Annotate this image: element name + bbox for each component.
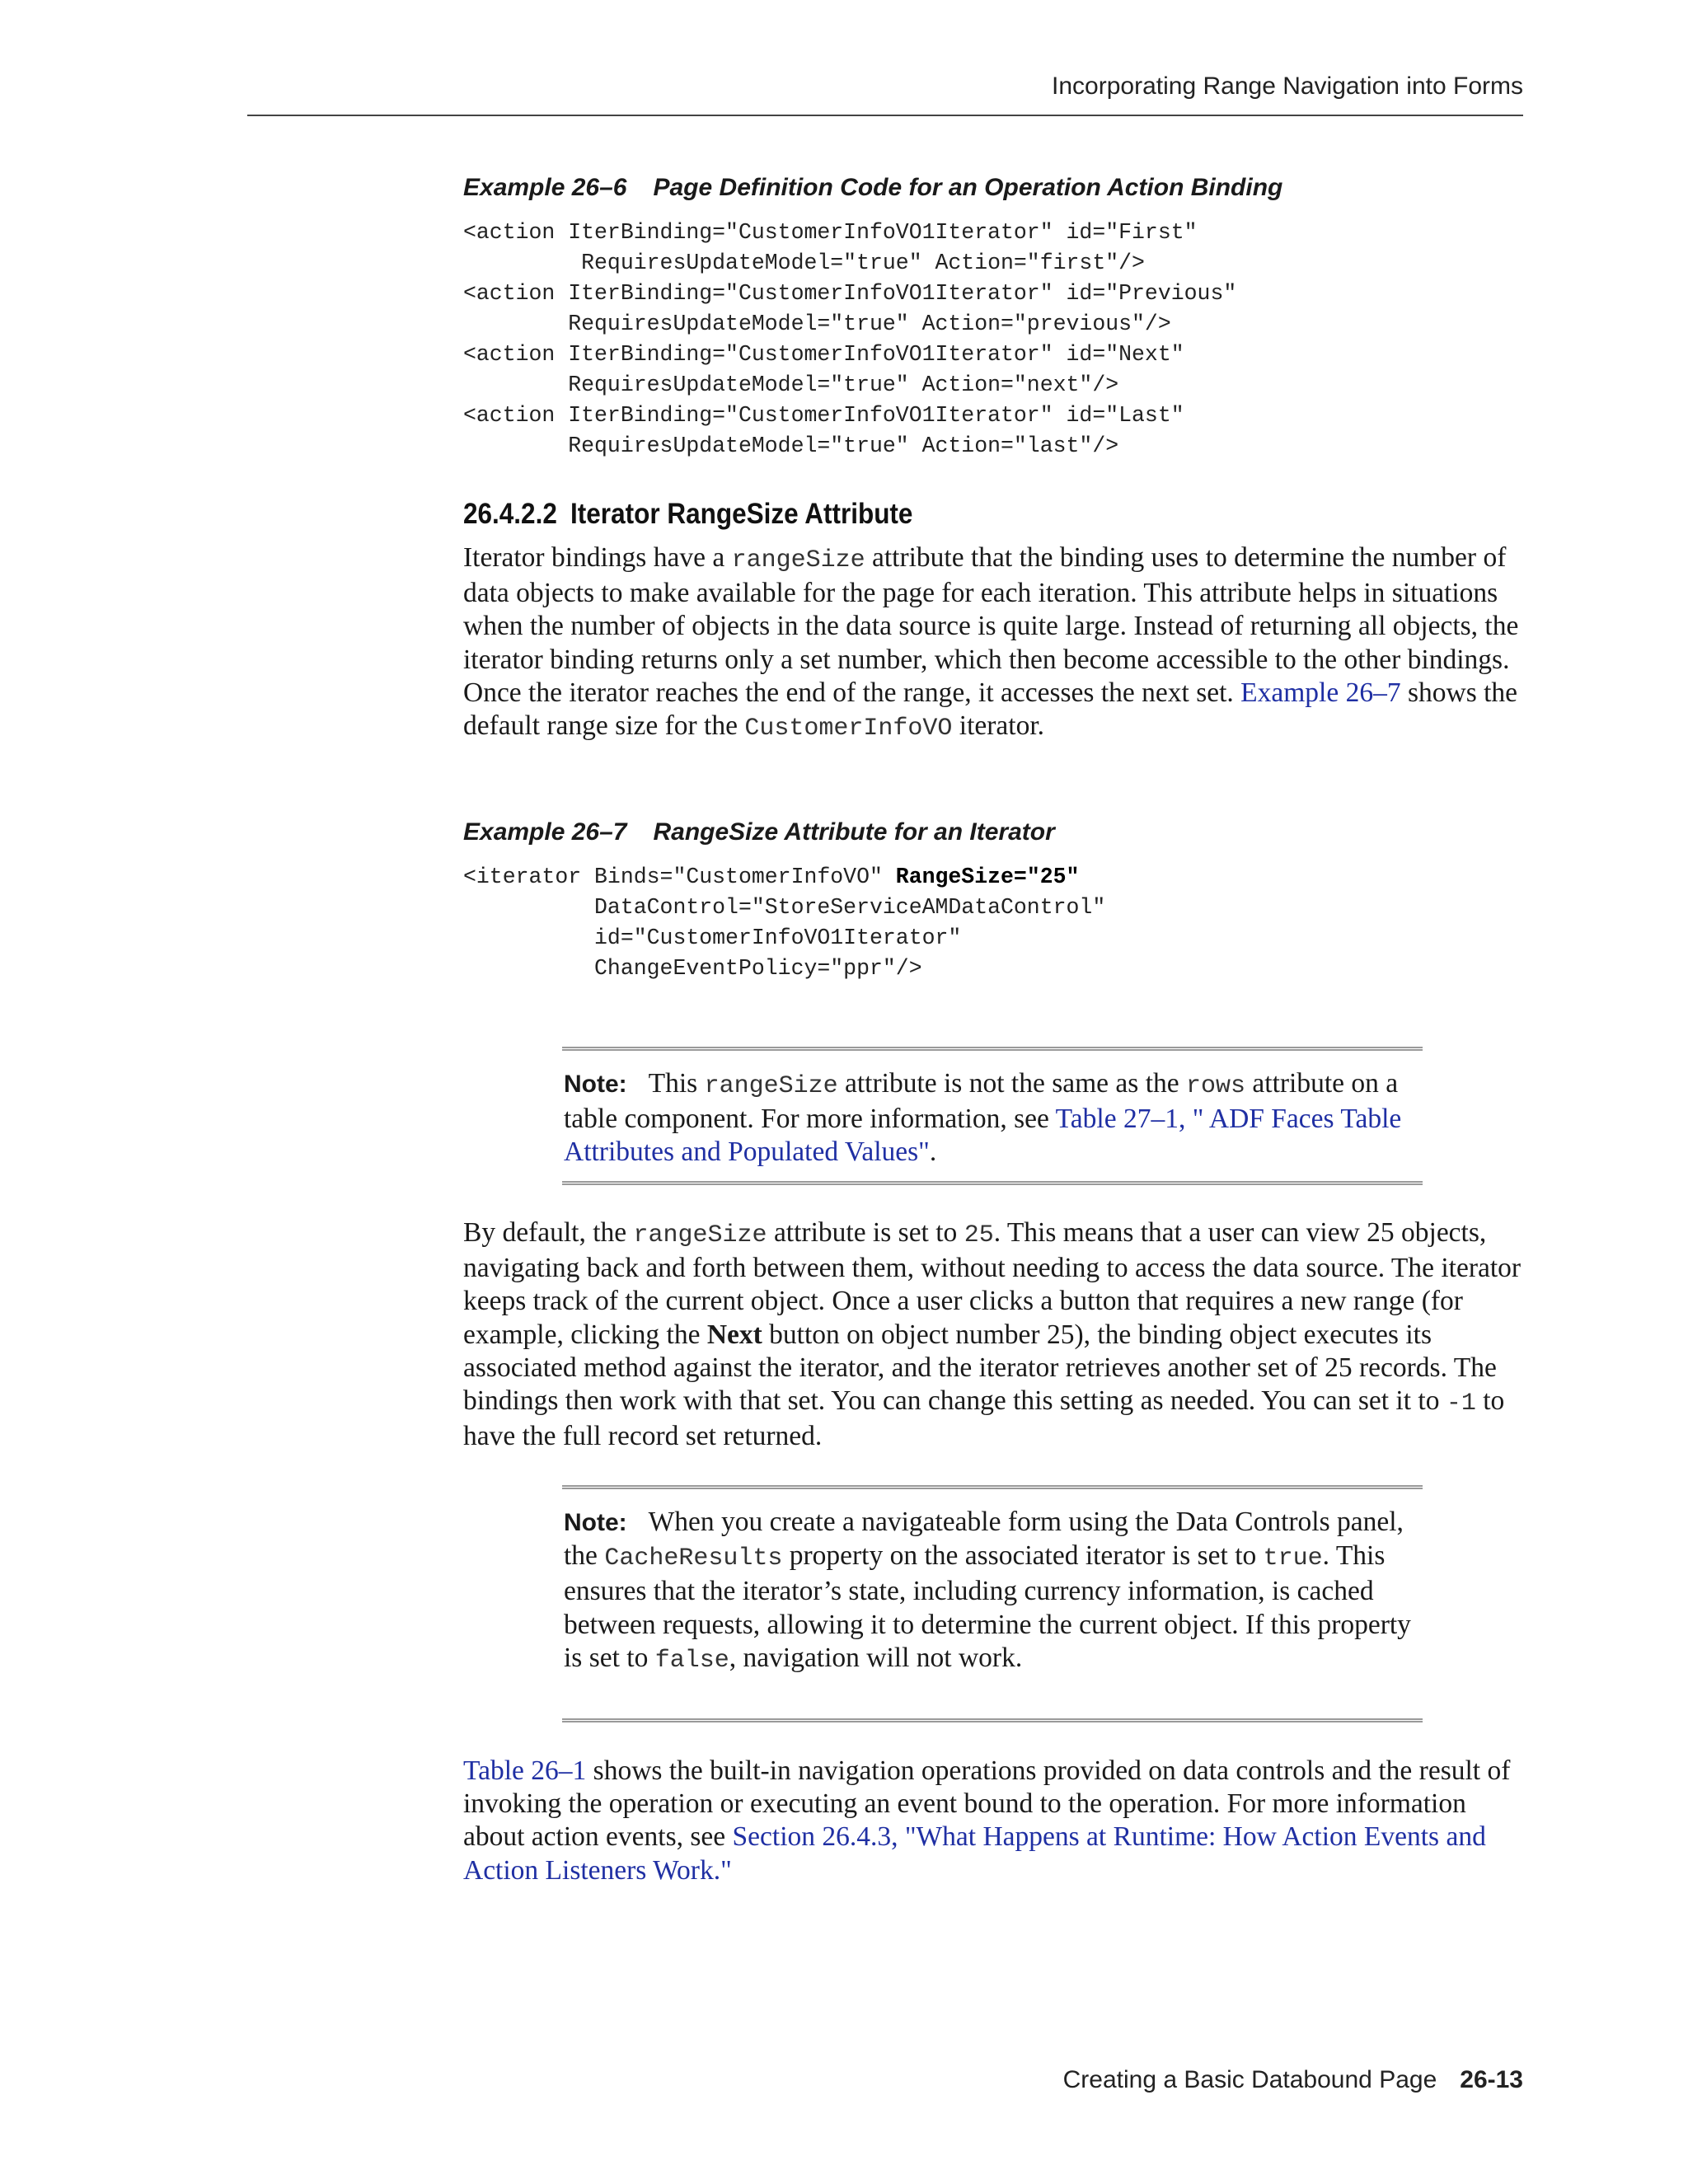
example-title: RangeSize Attribute for an Iterator	[653, 818, 1055, 846]
header-rule	[247, 115, 1523, 116]
inline-code: -1	[1446, 1390, 1476, 1418]
text-run: Iterator bindings have a	[463, 542, 732, 573]
note-label: Note:	[564, 1509, 627, 1536]
inline-code: 25	[964, 1221, 994, 1249]
note-box	[562, 1047, 1423, 1185]
cross-reference-link[interactable]: Table 27–1, " ADF Faces Table Attributes and Populated Values"	[564, 1104, 1402, 1168]
text-run: By default, the	[463, 1217, 634, 1248]
running-footer	[247, 2066, 1523, 2094]
inline-code: rangeSize	[704, 1072, 838, 1100]
code-text: <iterator Binds="CustomerInfoVO"	[463, 865, 896, 889]
footer-chapter-title: Creating a Basic Databound Page	[1062, 2066, 1437, 2093]
note-label: Note:	[564, 1071, 627, 1098]
section-heading	[463, 498, 912, 531]
text-run: button on object number 25), the binding object executes its associated method against the iterator, and the iterator retrieves another set of 25 records. The bindings then work with that set. You can change this setting as needed. You can set it to	[463, 1319, 1497, 1417]
code-emphasis: RangeSize="25"	[895, 865, 1080, 889]
code-example: <action IterBinding="CustomerInfoVO1Iterator" id="First" RequiresUpdateModel="true" Action="first"/> <action IterBinding="CustomerInfoVO1Iterator" id="Previous" RequiresUpdateModel="true" Action="previous"/> <action IterBinding="CustomerInfoVO1Iterator" id="Next" RequiresUpdateModel="true" Action="next"/> <action IterBinding="CustomerInfoVO1Iterator" id="Last" RequiresUpdateModel="true" Action="last"/>	[463, 220, 1237, 458]
section-number: 26.4.2.2	[463, 498, 557, 530]
cross-reference-link[interactable]: Section 26.4.3, "What Happens at Runtime: How Action Events and Action Listeners Work."	[463, 1821, 1486, 1886]
text-run: This	[648, 1068, 705, 1099]
inline-code: true	[1263, 1544, 1323, 1573]
text-run: shows the default range size for the	[463, 677, 1518, 742]
text-run: attribute on a table component. For more information, see	[564, 1068, 1399, 1135]
body-paragraph	[463, 1216, 1526, 1453]
text-run: When you create a navigateable form using the Data Controls panel, the	[564, 1507, 1404, 1572]
text-run: attribute that the binding uses to determine the number of data objects to make available for the page for each iteration. This attribute helps in situations when the number of objects in the data source is quite large. Instead of returning all objects, the iterator binding returns only a set number, which then become accessible to the other bindings. Once the iterator reaches the end of the range, it accesses the next set.	[463, 542, 1519, 708]
example-caption	[463, 818, 1535, 846]
text-run: property on the associated iterator is set to	[782, 1540, 1264, 1572]
text-run: . This ensures that the iterator’s state, including currency information, is cached between requests, allowing it to determine the current object. If this property is set to	[564, 1540, 1411, 1673]
inline-code: CacheResults	[604, 1544, 783, 1573]
example-caption	[463, 174, 1535, 202]
body-paragraph	[463, 541, 1526, 745]
example-title: Page Definition Code for an Operation Action Binding	[653, 174, 1283, 201]
inline-code: false	[654, 1646, 729, 1675]
inline-code: rangeSize	[633, 1221, 767, 1249]
page-number: 26-13	[1460, 2066, 1523, 2093]
text-run: to have the full record set returned.	[463, 1385, 1505, 1452]
text-run: attribute is set to	[767, 1217, 964, 1248]
inline-code: rows	[1186, 1072, 1246, 1100]
body-paragraph	[463, 1755, 1526, 1887]
text-run: shows the built-in navigation operations provided on data controls and the result of invoking the operation or executing an event bound to the operation. For more information about action events, see	[463, 1755, 1511, 1853]
ui-label-emphasis: Next	[706, 1319, 762, 1350]
text-run: attribute is not the same as the	[837, 1068, 1186, 1099]
inline-code: CustomerInfoVO	[744, 715, 953, 743]
inline-code: rangeSize	[731, 546, 865, 574]
cross-reference-link[interactable]: Example 26–7	[1240, 677, 1401, 708]
code-example	[463, 862, 1105, 984]
text-run: . This means that a user can view 25 objects, navigating back and forth between them, without needing to access the data source. The iterator keeps track of the current object. Once a user clicks a button that requires a new range (for example, clicking the	[463, 1217, 1522, 1350]
cross-reference-link[interactable]: Table 26–1	[463, 1755, 587, 1786]
note-box	[562, 1485, 1423, 1722]
running-header: Incorporating Range Navigation into Forms	[1052, 73, 1523, 100]
text-run: iterator.	[952, 710, 1045, 742]
code-text: DataControl="StoreServiceAMDataControl" id="CustomerInfoVO1Iterator" ChangeEventPolicy="ppr"/>	[594, 895, 1106, 981]
example-number: Example 26–7	[463, 818, 627, 846]
text-run: .	[929, 1137, 937, 1168]
example-number: Example 26–6	[463, 174, 627, 201]
text-run: , navigation will not work.	[729, 1642, 1023, 1673]
section-title: Iterator RangeSize Attribute	[570, 498, 913, 530]
